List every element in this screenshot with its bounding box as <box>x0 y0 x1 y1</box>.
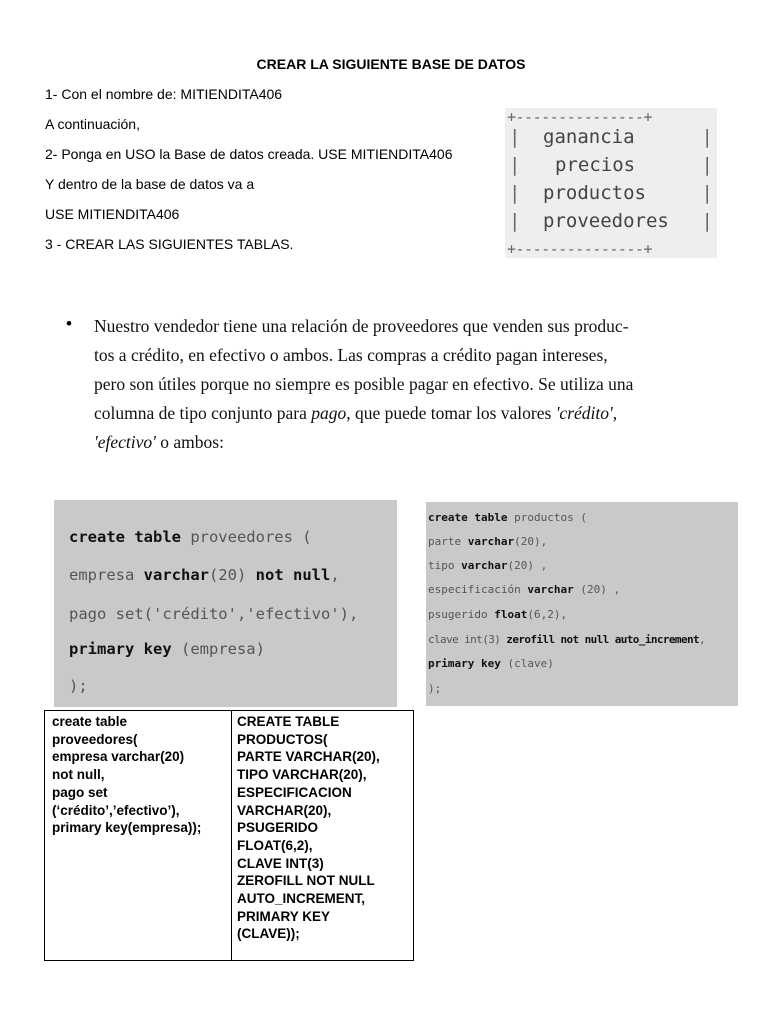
sql-line: ESPECIFICACION <box>237 784 352 800</box>
sql-line: not null, <box>52 767 105 783</box>
instruction-line-6: 3 - CREAR LAS SIGUIENTES TABLAS. <box>45 236 294 252</box>
sql-line: pago set <box>52 784 108 800</box>
table-list-row <box>505 182 717 210</box>
sql-line: (CLAVE)); <box>237 926 300 942</box>
code-line: psugerido float(6,2), <box>428 608 568 621</box>
sql-line: VARCHAR(20), <box>237 802 332 818</box>
code-line: ); <box>69 677 88 695</box>
code-line: primary key (empresa) <box>69 640 265 658</box>
table-list-row <box>505 210 717 238</box>
pipe: | <box>701 182 713 204</box>
code-line: primary key (clave) <box>428 657 554 670</box>
table-list-image <box>505 108 717 258</box>
pipe: | <box>701 154 713 176</box>
sql-line: PRIMARY KEY <box>237 908 331 924</box>
paragraph-line: tos a crédito, en efectivo o ambos. Las compras a crédito pagan intereses, <box>94 345 608 365</box>
table-name: ganancia <box>543 126 635 148</box>
code-line: tipo varchar(20) , <box>428 559 548 572</box>
sql-line: ZEROFILL NOT NULL <box>237 873 375 889</box>
instruction-line-2: A continuación, <box>45 116 140 132</box>
sql-line: PRODUCTOS( <box>237 731 328 747</box>
sql-line: create table <box>52 714 128 729</box>
code-image-productos <box>426 502 738 706</box>
sql-line: AUTO_INCREMENT, <box>237 891 366 907</box>
table-list-row <box>505 154 717 182</box>
paragraph-line: 'efectivo' o ambos: <box>94 432 224 452</box>
pipe: | <box>509 126 521 148</box>
sql-line: PSUGERIDO <box>237 820 319 836</box>
table-name: precios <box>555 154 636 176</box>
instruction-line-3: 2- Ponga en USO la Base de datos creada. USE MITIENDITA406 <box>45 146 453 162</box>
page-title: CREAR LA SIGUIENTE BASE DE DATOS <box>256 56 526 72</box>
paragraph-line: columna de tipo conjunto para pago, que puede tomar los valores 'crédito', <box>94 403 618 423</box>
code-line: especificación varchar (20) , <box>428 583 621 596</box>
table-list-border-top: +---------------+ <box>507 108 653 126</box>
sql-line: PARTE VARCHAR(20), <box>237 749 380 765</box>
paragraph-line: Nuestro vendedor tiene una relación de proveedores que venden sus produc- <box>94 316 629 336</box>
sql-line: CREATE TABLE <box>237 714 340 729</box>
table-list-border-bottom: +---------------+ <box>507 240 653 258</box>
code-line: create table proveedores ( <box>69 528 312 546</box>
sql-cell-proveedores <box>52 713 201 837</box>
code-line: ); <box>428 682 442 695</box>
code-image-proveedores <box>54 500 397 707</box>
code-line: clave int(3) zerofill not null auto_increment, <box>428 633 706 646</box>
sql-line: proveedores( <box>52 731 138 747</box>
code-line: create table productos ( <box>428 511 587 524</box>
sql-line: (‘crédito’,’efectivo’), <box>52 802 180 818</box>
table-name: productos <box>543 182 646 204</box>
sql-line: empresa varchar(20) <box>52 749 185 765</box>
sql-table <box>44 710 414 961</box>
table-list-row <box>505 126 717 154</box>
instruction-line-1: 1- Con el nombre de: MITIENDITA406 <box>45 86 283 102</box>
paragraph-line: pero son útiles porque no siempre es posible pagar en efectivo. Se utiliza una <box>94 374 634 394</box>
code-line: parte varchar(20), <box>428 535 548 548</box>
pipe: | <box>701 210 713 232</box>
bullet-marker: • <box>66 314 72 333</box>
code-line: empresa varchar(20) not null, <box>69 566 340 584</box>
sql-line: TIPO VARCHAR(20), <box>237 767 367 783</box>
pipe: | <box>509 154 521 176</box>
sql-cell-productos <box>237 713 380 943</box>
sql-line: FLOAT(6,2), <box>237 837 313 853</box>
sql-line: CLAVE INT(3) <box>237 855 324 871</box>
pipe: | <box>509 182 521 204</box>
sql-line: primary key(empresa)); <box>52 820 202 836</box>
pipe: | <box>701 126 713 148</box>
pipe: | <box>509 210 521 232</box>
table-name: proveedores <box>543 210 669 232</box>
table-divider <box>231 711 232 960</box>
instruction-line-5: USE MITIENDITA406 <box>45 206 180 222</box>
code-line: pago set('crédito','efectivo'), <box>69 605 359 623</box>
instruction-line-4: Y dentro de la base de datos va a <box>45 176 255 192</box>
